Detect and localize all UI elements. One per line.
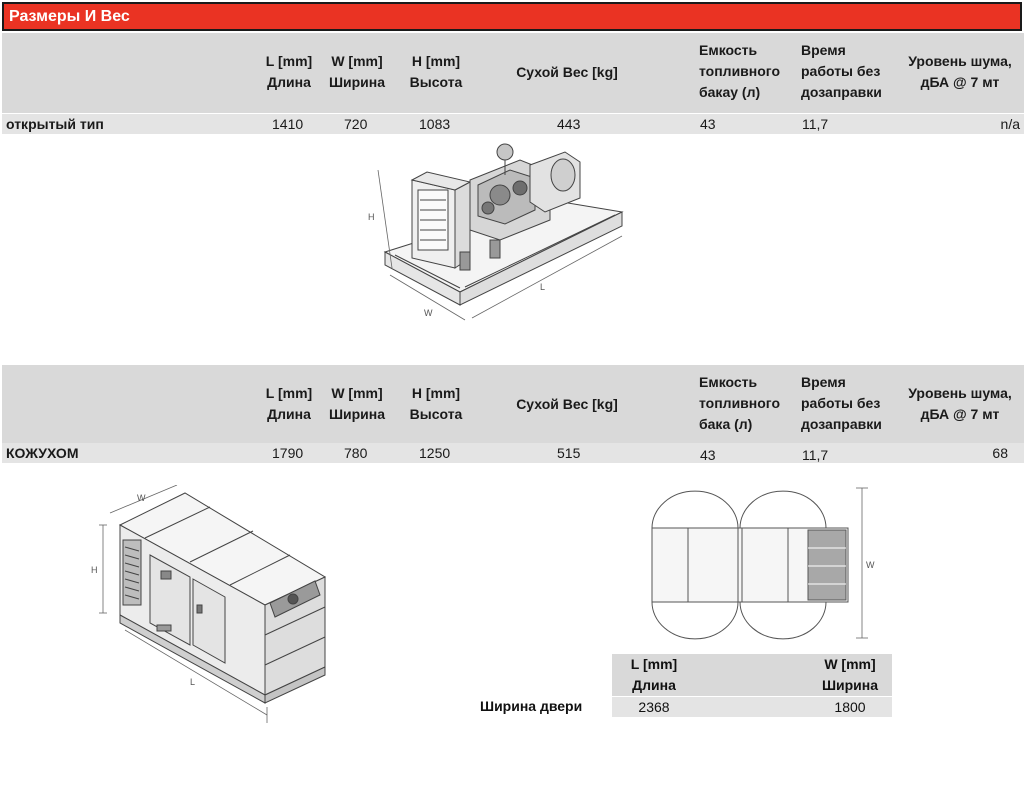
canopy-header-runtime-line1: Время	[801, 374, 846, 390]
canopy-dim-w-label: W	[137, 493, 146, 503]
canopy-header-length	[257, 383, 321, 425]
canopy-header-tank-line2: топливного	[699, 395, 780, 411]
open-type-row	[2, 114, 1024, 134]
canopy-row	[2, 443, 1024, 463]
header-runtime-line3: дозаправки	[801, 84, 882, 100]
canopy-header-noise-line1: Уровень шума,	[908, 385, 1012, 401]
canopy-header-tank-line1: Емкость	[699, 374, 758, 390]
header-width-unit: W [mm]	[331, 53, 383, 69]
canopy-generator-drawing	[85, 485, 335, 730]
canopy-length: 1790	[272, 445, 304, 461]
canopy-runtime: 11,7	[802, 447, 829, 463]
canopy-noise: 68	[992, 445, 1008, 461]
canopy-header-runtime-line2: работы без	[801, 395, 881, 411]
canopy-header-tank-line3: бака (л)	[699, 416, 753, 432]
door-header-width-name: Ширина	[821, 677, 879, 693]
canopy-header-tank	[699, 372, 780, 435]
dim-w-label: W	[424, 308, 433, 318]
canopy-header-noise-line2: дБА @ 7 мт	[920, 406, 1000, 422]
canopy-header-width	[324, 383, 390, 425]
canopy-header-length-unit: L [mm]	[265, 385, 313, 401]
header-tank-line2: топливного	[699, 63, 780, 79]
header-height-name: Высота	[409, 74, 463, 90]
door-plan-drawing	[640, 478, 880, 648]
door-header	[612, 654, 892, 696]
header-noise-line2: дБА @ 7 мт	[920, 74, 1000, 90]
page-title: Размеры И Вес	[2, 2, 1022, 31]
door-width: 1800	[834, 699, 866, 715]
canopy-header-width-unit: W [mm]	[331, 385, 383, 401]
open-type-height: 1083	[419, 116, 451, 132]
open-type-width: 720	[344, 116, 368, 132]
header-width	[324, 51, 390, 93]
canopy-header-height	[400, 383, 472, 425]
header-height	[400, 51, 472, 93]
canopy-header-width-name: Ширина	[328, 406, 386, 422]
header-height-unit: H [mm]	[411, 53, 461, 69]
header-tank-line1: Емкость	[699, 42, 758, 58]
open-type-label: открытый тип	[6, 116, 104, 132]
canopy-label: КОЖУХОМ	[6, 445, 79, 461]
header-length	[257, 51, 321, 93]
open-type-runtime: 11,7	[802, 116, 829, 132]
door-header-width-unit: W [mm]	[824, 656, 876, 672]
header-length-name: Длина	[267, 74, 311, 90]
header-runtime-line2: работы без	[801, 63, 881, 79]
canopy-header-runtime	[801, 372, 882, 435]
open-type-tank: 43	[700, 116, 716, 132]
dim-h-label: H	[368, 212, 375, 222]
open-type-dry-weight: 443	[557, 116, 581, 132]
canopy-height: 1250	[419, 445, 451, 461]
door-label: Ширина двери	[480, 698, 583, 714]
door-header-length-name: Длина	[632, 677, 676, 693]
header-noise-line1: Уровень шума,	[908, 53, 1012, 69]
canopy-header-height-unit: H [mm]	[411, 385, 461, 401]
canopy-dim-l-label: L	[190, 677, 196, 687]
door-header-width	[808, 654, 892, 696]
door-length: 2368	[638, 699, 670, 715]
open-type-header	[2, 33, 1024, 113]
dim-l-label: L	[540, 282, 546, 292]
header-length-unit: L [mm]	[265, 53, 313, 69]
canopy-tank: 43	[700, 447, 716, 463]
open-type-length: 1410	[272, 116, 304, 132]
header-tank-line3: бакау (л)	[699, 84, 761, 100]
header-width-name: Ширина	[328, 74, 386, 90]
canopy-header-dry-weight: Сухой Вес [kg]	[516, 396, 618, 412]
header-tank	[699, 40, 780, 103]
door-row	[612, 697, 892, 717]
header-dry-weight: Сухой Вес [kg]	[516, 64, 618, 80]
header-runtime-line1: Время	[801, 42, 846, 58]
canopy-header-noise	[900, 383, 1020, 425]
canopy-header-height-name: Высота	[409, 406, 463, 422]
header-runtime	[801, 40, 882, 103]
canopy-header	[2, 365, 1024, 443]
canopy-dim-h-label: H	[91, 565, 98, 575]
door-header-length	[612, 654, 696, 696]
canopy-header-length-name: Длина	[267, 406, 311, 422]
header-noise	[900, 51, 1020, 93]
door-header-length-unit: L [mm]	[630, 656, 678, 672]
door-dim-w-label: W	[866, 560, 875, 570]
open-generator-drawing	[360, 140, 630, 340]
canopy-width: 780	[344, 445, 368, 461]
canopy-dry-weight: 515	[557, 445, 581, 461]
open-type-noise: n/a	[1000, 116, 1020, 132]
canopy-header-runtime-line3: дозаправки	[801, 416, 882, 432]
